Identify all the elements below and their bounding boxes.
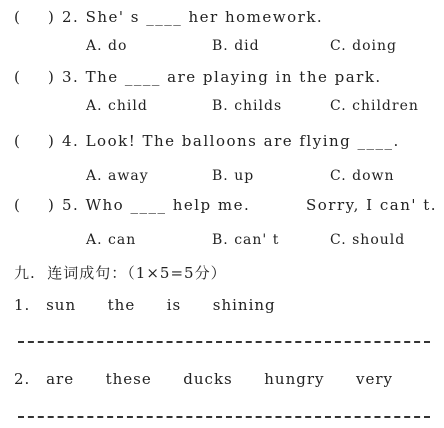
- option-c: C. children: [330, 98, 419, 114]
- section-heading: 九. 连词成句：（1×5=5分）: [14, 264, 227, 282]
- question-stem: 2. She' s ____ her homework.: [62, 8, 324, 26]
- question-stem-reply: Sorry, I can' t.: [306, 196, 438, 214]
- question-stem: 5. Who ____ help me.: [62, 196, 251, 214]
- question-stem: 3. The ____ are playing in the park.: [62, 68, 382, 86]
- option-a: A. child: [86, 98, 148, 114]
- answer-paren-open: (: [14, 196, 20, 214]
- answer-paren-open: (: [14, 132, 20, 150]
- option-a: A. do: [86, 38, 128, 54]
- answer-paren-close: ): [48, 8, 54, 26]
- answer-line-1: [18, 341, 430, 343]
- answer-paren-open: (: [14, 68, 20, 86]
- answer-paren-close: ): [48, 68, 54, 86]
- option-c: C. down: [330, 168, 395, 184]
- answer-paren-close: ): [48, 196, 54, 214]
- option-b: B. did: [212, 38, 260, 54]
- question-stem: 4. Look! The balloons are flying ____.: [62, 132, 400, 150]
- option-b: B. childs: [212, 98, 283, 114]
- option-a: A. away: [86, 168, 149, 184]
- option-c: C. doing: [330, 38, 397, 54]
- option-b: B. can' t: [212, 232, 280, 248]
- option-c: C. should: [330, 232, 406, 248]
- answer-paren-open: (: [14, 8, 20, 26]
- answer-line-2: [18, 416, 430, 418]
- reorder-item-2: 2. are these ducks hungry very: [14, 370, 394, 388]
- reorder-item-1: 1. sun the is shining: [14, 296, 276, 314]
- option-b: B. up: [212, 168, 255, 184]
- answer-paren-close: ): [48, 132, 54, 150]
- option-a: A. can: [86, 232, 137, 248]
